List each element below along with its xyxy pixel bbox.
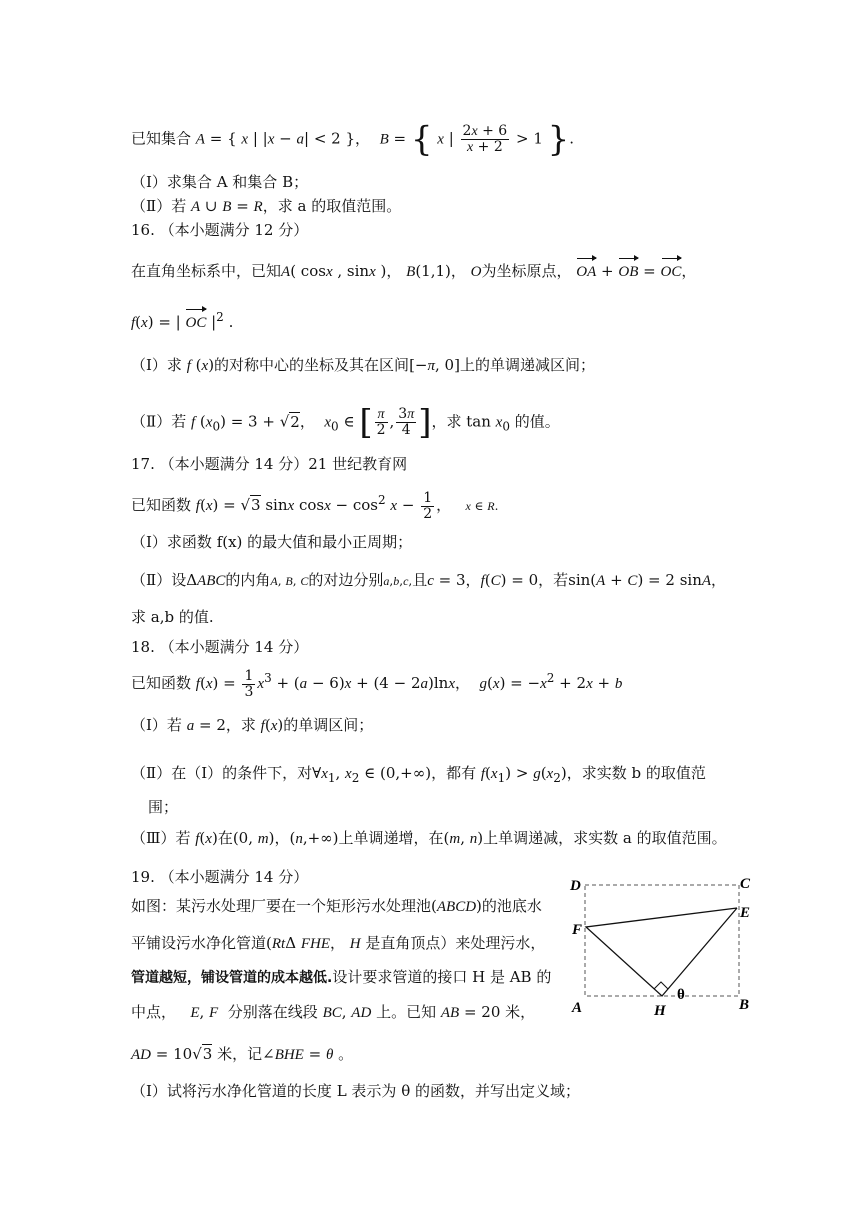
- q18-part2-cont: 围；: [148, 798, 179, 816]
- q15-line1: 已知集合 A = { x | |x − a| < 2 }， B = { x | $\frac{2x + 6}{x + 2}$ > 1 }.: [131, 119, 575, 160]
- q19-line1: 如图：某污水处理厂要在一个矩形污水处理池(ABCD)的池底水: [131, 897, 542, 915]
- label-d: D: [570, 878, 581, 894]
- label-e: E: [740, 905, 751, 921]
- q18-part3: （Ⅲ）若 f(x)在(0, m)，(n,+∞)上单调递增，在(m, n)上单调递减，求实数 a 的取值范围。: [131, 829, 727, 847]
- q17-part1: （Ⅰ）求函数 f(x) 的最大值和最小正周期；: [131, 533, 413, 551]
- q17-header: 17. （本小题满分 14 分）21 世纪教育网: [131, 455, 408, 473]
- q15-part2: （Ⅱ）若 A ∪ B = R，求 a 的取值范围。: [131, 197, 402, 215]
- pool-diagram: [566, 872, 766, 1022]
- q16-line2: f(x) = | OC $|^2$ .: [131, 310, 234, 331]
- label-b: B: [739, 997, 750, 1013]
- q16-header: 16. （本小题满分 12 分）: [131, 221, 309, 239]
- right-angle-mark: [654, 982, 668, 989]
- label-theta: θ: [677, 987, 685, 1003]
- label-h: H: [654, 1003, 666, 1019]
- q16-line1: 在直角坐标系中，已知A( cosx , sinx )， B(1,1)， O为坐标原点， OA + OB = OC，: [131, 262, 697, 280]
- label-f: F: [572, 922, 583, 938]
- q19-line3: 管道越短，铺设管道的成本越低.设计要求管道的接口 H 是 AB 的: [131, 968, 552, 986]
- q19-line2: 平铺设污水净化管道(RtΔ FHE， H 是直角顶点）来处理污水，: [131, 934, 546, 952]
- q18-header: 18. （本小题满分 14 分）: [131, 638, 309, 656]
- q19-part1: （Ⅰ）试将污水净化管道的长度 L 表示为 θ 的函数，并写出定义域；: [131, 1082, 580, 1100]
- q16-part1: （Ⅰ）求 f (x)的对称中心的坐标及其在区间[−π, 0]上的单调递减区间；: [131, 356, 595, 374]
- pool-rectangle: [585, 885, 739, 996]
- q18-line1: 已知函数 f(x) = $\frac{1}{3}$ $x^3 + (a - 6)x + (4 - 2a)\ln x$， $g(x) = -x^2 + 2x + b$: [131, 667, 623, 700]
- label-a: A: [572, 1000, 583, 1016]
- q17-last: 求 a,b 的值.: [131, 608, 214, 626]
- q15-intro: 已知集合: [131, 129, 192, 148]
- q19-header: 19. （本小题满分 14 分）: [131, 868, 309, 886]
- q18-part1: （Ⅰ）若 a = 2，求 f(x)的单调区间；: [131, 716, 374, 734]
- q18-part2: （Ⅱ）在（Ⅰ）的条件下，对$\forall x_1$, $x_2$ ∈ (0,+∞)，都有 $f(x_1) > g(x_2)$，求实数 b 的取值范: [131, 764, 706, 785]
- q16-part2: （Ⅱ）若 f $(x_0) = 3 + √2$， $x_0$ ∈ [ $\frac{\pi}{2}$ , $\frac{3\pi}{4}$ ]，求 $\tan x_0$ 的值。: [131, 402, 560, 443]
- q17-part2: （Ⅱ）设ΔABC的内角A, B, C的对边分别a,b,c,且c = 3，f(C) = 0，若sin(A + C) = 2 sinA，: [131, 571, 727, 589]
- q19-line4: 中点， E, F 分别落在线段 BC, AD 上。已知 AB = 20 米，: [131, 1003, 536, 1021]
- q19-line5: AD = 10√3 米，记∠BHE = θ 。: [131, 1045, 354, 1063]
- label-c: C: [740, 876, 751, 892]
- q15-part1: （Ⅰ）求集合 A 和集合 B；: [131, 173, 309, 191]
- q17-line1: 已知函数 f(x) = √3 sinx $\cos x - \cos^2 x$ − $\frac{1}{2}$ ， x ∈ R.: [131, 489, 499, 522]
